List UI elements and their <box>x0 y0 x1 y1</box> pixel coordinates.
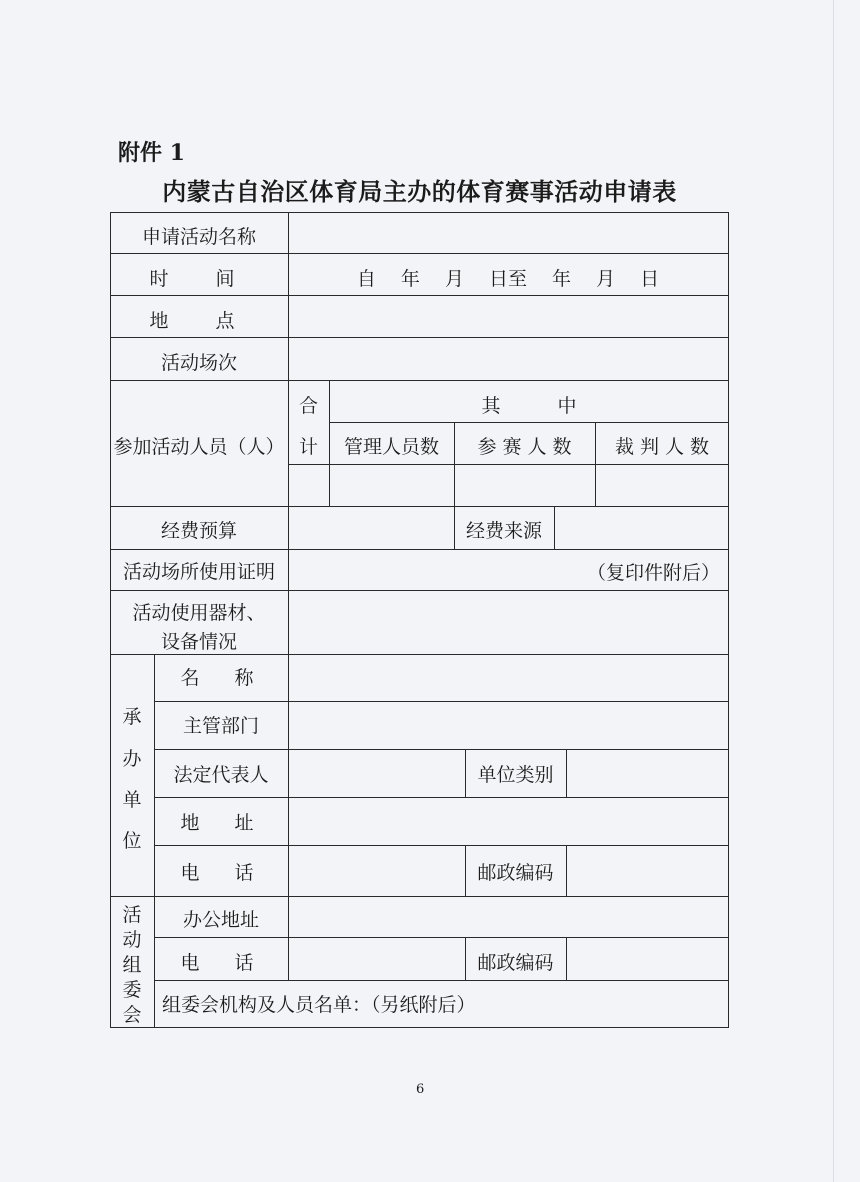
divider <box>329 422 729 423</box>
time-label: 时 间 <box>149 268 249 290</box>
organizer-postcode-field[interactable] <box>567 846 728 895</box>
activity-name-label: 申请活动名称 <box>141 226 256 248</box>
athletes-label: 参 赛 人 数 <box>477 436 572 458</box>
managers-label: 管理人员数 <box>343 436 439 458</box>
managers-field[interactable] <box>330 465 454 505</box>
legal-rep-label: 法定代表人 <box>173 764 269 786</box>
committee-vertical-char: 动 <box>122 929 142 951</box>
copy-attached-note: （复印件附后） <box>586 562 720 584</box>
funding-source-field[interactable] <box>555 507 728 548</box>
funding-source-label: 经费来源 <box>465 520 542 542</box>
total-field[interactable] <box>289 465 329 505</box>
committee-vertical-char: 组 <box>122 954 142 976</box>
sessions-label: 活动场次 <box>160 352 237 374</box>
organizer-vertical-char: 承 <box>122 706 142 728</box>
total-label-bottom: 计 <box>298 436 318 458</box>
referees-label: 裁 判 人 数 <box>614 436 710 458</box>
organizer-address-label: 地 址 <box>180 812 262 834</box>
organizer-vertical-char: 单 <box>122 789 142 811</box>
location-label: 地 点 <box>149 310 249 332</box>
time-field[interactable]: 自 年 月 日至 年 月 日 <box>356 268 660 290</box>
unit-type-label: 单位类别 <box>477 764 554 786</box>
committee-vertical-char: 委 <box>122 979 142 1001</box>
scan-edge <box>833 0 834 1182</box>
organizer-address-field[interactable] <box>289 798 728 844</box>
organizer-vertical-char: 办 <box>122 748 142 770</box>
budget-field[interactable] <box>289 507 454 548</box>
divider <box>110 380 729 381</box>
unit-type-field[interactable] <box>567 750 728 796</box>
committee-postcode-field[interactable] <box>567 938 728 979</box>
page-number: 6 <box>416 1082 425 1097</box>
of-which-label: 其 中 <box>481 395 577 417</box>
attachment-label: 附件 1 <box>118 140 185 166</box>
venue-proof-label: 活动场所使用证明 <box>122 561 275 583</box>
organizer-vertical-char: 位 <box>122 830 142 852</box>
divider <box>154 980 729 981</box>
organizer-name-field[interactable] <box>289 655 728 700</box>
organizer-dept-field[interactable] <box>289 702 728 748</box>
organizer-dept-label: 主管部门 <box>182 715 259 737</box>
equipment-field[interactable] <box>289 591 728 653</box>
divider <box>110 549 729 550</box>
committee-office-label: 办公地址 <box>182 909 259 931</box>
committee-vertical-char: 会 <box>122 1004 142 1026</box>
form-title: 内蒙古自治区体育局主办的体育赛事活动申请表 <box>162 177 677 206</box>
total-label-top: 合 <box>298 395 318 417</box>
budget-label: 经费预算 <box>160 520 237 542</box>
divider <box>110 253 729 254</box>
legal-rep-field[interactable] <box>289 750 465 796</box>
participants-label: 参加活动人员（人） <box>113 436 285 458</box>
organizer-name-label: 名 称 <box>180 667 262 689</box>
location-field[interactable] <box>289 296 728 336</box>
committee-phone-field[interactable] <box>289 938 465 979</box>
organizer-phone-field[interactable] <box>289 846 465 895</box>
organizer-postcode-label: 邮政编码 <box>477 862 554 884</box>
equipment-label-line1: 活动使用器材、 <box>132 602 266 624</box>
committee-phone-label: 电 话 <box>180 952 262 974</box>
committee-postcode-label: 邮政编码 <box>477 952 554 974</box>
committee-member-list-note: 组委会机构及人员名单：（另纸附后） <box>162 994 476 1016</box>
athletes-field[interactable] <box>455 465 595 505</box>
committee-office-field[interactable] <box>289 897 728 936</box>
equipment-label-line2: 设备情况 <box>160 631 237 653</box>
committee-vertical-char: 活 <box>122 904 142 926</box>
activity-name-field[interactable] <box>289 213 728 253</box>
referees-field[interactable] <box>596 465 728 505</box>
sessions-field[interactable] <box>289 338 728 379</box>
organizer-phone-label: 电 话 <box>180 862 262 884</box>
